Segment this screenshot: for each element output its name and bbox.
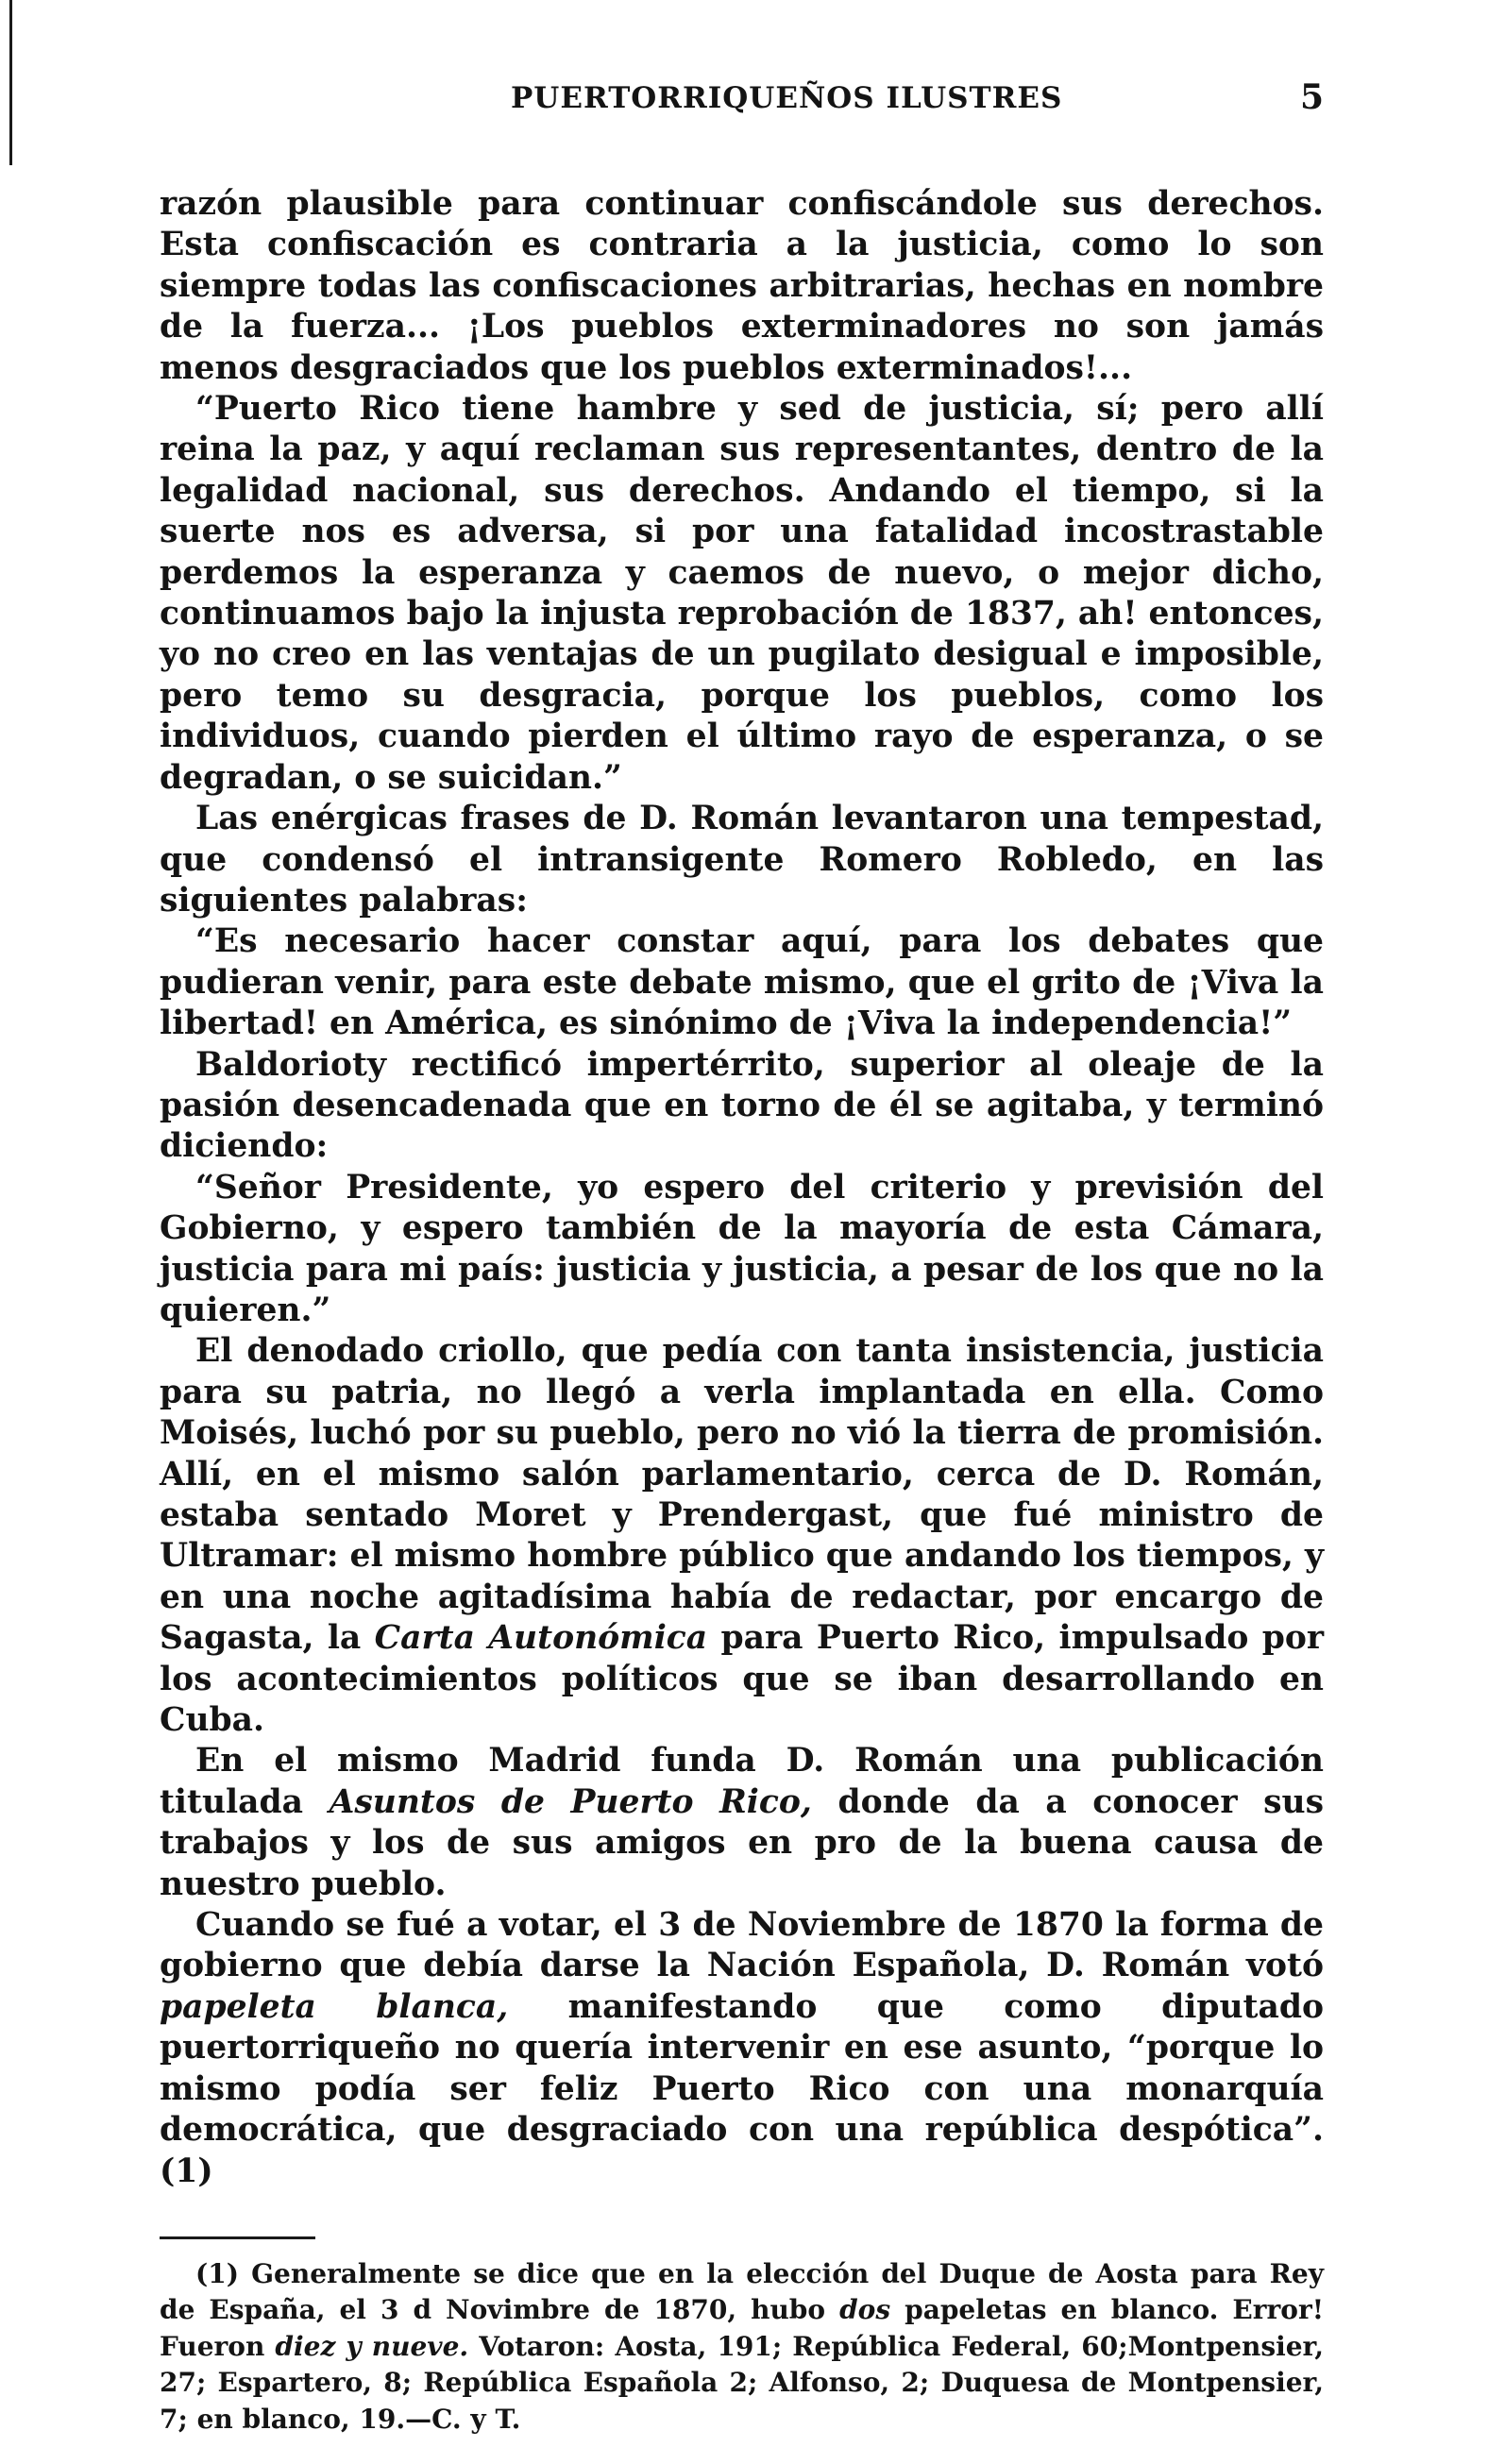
page-header	[160, 77, 1324, 134]
italic-title: Carta Autonómica	[374, 1619, 708, 1658]
footnote-divider	[160, 2236, 315, 2239]
italic-title: diez y nueve.	[275, 2330, 469, 2362]
paragraph	[160, 389, 1324, 799]
running-head: PUERTORRIQUEÑOS ILUSTRES	[511, 81, 1063, 115]
paragraph	[160, 921, 1324, 1044]
paragraph	[160, 1168, 1324, 1332]
text-run: “Es necesario hacer constar aquí, para los debates que pudieran venir, para este debate mismo, que el grito de ¡Viva la libertad! en América, es sinónimo de ¡Viva la independencia!”	[160, 922, 1324, 1043]
binding-edge-line	[9, 0, 12, 165]
text-run: Votaron: Aosta, 191; República Federal, 60;Montpensier, 27; Espartero, 8; República Española 2; Alfonso, 2; Duquesa de Montpensier, 7; en blanco, 19.—C. y T.	[160, 2330, 1324, 2435]
text-run: Cuando se fué a votar, el 3 de Noviembre de 1870 la forma de gobierno que debía darse la Nación Española, D. Román votó	[160, 1906, 1324, 1985]
paragraph	[160, 799, 1324, 921]
text-run: “Señor Presidente, yo espero del criterio y previsión del Gobierno, y espero también de la mayoría de esta Cámara, justicia para mi país: justicia y justicia, a pesar de los que no la quieren.”	[160, 1168, 1324, 1329]
book-page	[160, 77, 1324, 2464]
text-run: Baldorioty rectificó impertérrito, superior al oleaje de la pasión desencadenada que en torno de él se agitaba, y terminó diciendo:	[160, 1045, 1324, 1166]
page-number: 5	[1299, 77, 1324, 117]
text-run: Las enérgicas frases de D. Román levantaron una tempestad, que condensó el intransigente Romero Robledo, en las siguientes palabras:	[160, 800, 1324, 920]
text-run: (1) Generalmente se dice que en la elección del Duque de Aosta para Rey de España, el 3 d Novimbre de 1870, hubo	[160, 2257, 1324, 2326]
italic-title: Asuntos de Puerto Rico,	[329, 1782, 812, 1821]
text-run: En el mismo Madrid funda D. Román una publicación titulada	[160, 1742, 1324, 1821]
text-run: papeletas en blanco. Error! Fueron	[160, 2294, 1324, 2362]
text-run: donde da a conocer sus trabajos y los de sus amigos en pro de la buena causa de nuestro pueblo.	[160, 1782, 1324, 1903]
text-run: El denodado criollo, que pedía con tanta insistencia, justicia para su patria, no llegó a verla implantada en ella. Como Moisés, luchó por su pueblo, pero no vió la tierra de promisión. Allí, en el mismo salón parlamentario, cerca de D. Román, estaba sentado Moret y Prendergast, que fué ministro de Ultramar: el mismo hombre público que andando los tiempos, y en una noche agitadísima había de redactar, por encargo de Sagasta, la	[160, 1332, 1324, 1658]
paragraph	[160, 1741, 1324, 1905]
paragraph	[160, 1331, 1324, 1741]
text-run: manifestando que como diputado puertorriqueño no quería intervenir en ese asunto, “porque lo mismo podía ser feliz Puerto Rico con una monarquía democrática, que desgraciado con una república despótica”. (1)	[160, 1987, 1324, 2190]
paragraph	[160, 1905, 1324, 2192]
paragraph	[160, 184, 1324, 389]
italic-title: dos	[839, 2294, 891, 2326]
text-run: “Puerto Rico tiene hambre y sed de justicia, sí; pero allí reina la paz, y aquí reclaman sus representantes, dentro de la legalidad nacional, sus derechos. Andando el tiempo, si la suerte nos es adversa, si por una fatalidad incostrastable perdemos la esperanza y caemos de nuevo, o mejor dicho, continuamos bajo la injusta reprobación de 1837, ah! entonces, yo no creo en las ventajas de un pugilato desigual e imposible, pero temo su desgracia, porque los pueblos, como los individuos, cuando pierden el último rayo de esperanza, o se degradan, o se suicidan.”	[160, 390, 1324, 797]
paragraph	[160, 1045, 1324, 1168]
text-run: razón plausible para continuar confiscándole sus derechos. Esta confiscación es contraria a la justicia, como lo son siempre todas las confiscaciones arbitrarias, hechas en nombre de la fuerza... ¡Los pueblos exterminadores no son jamás menos desgraciados que los pueblos exterminados!...	[160, 185, 1324, 387]
text-run: para Puerto Rico, impulsado por los acontecimientos políticos que se iban desarrollando en Cuba.	[160, 1619, 1325, 1740]
body-text	[160, 184, 1324, 2192]
italic-title: papeleta blanca,	[160, 1987, 509, 2026]
footnote	[160, 2256, 1324, 2438]
